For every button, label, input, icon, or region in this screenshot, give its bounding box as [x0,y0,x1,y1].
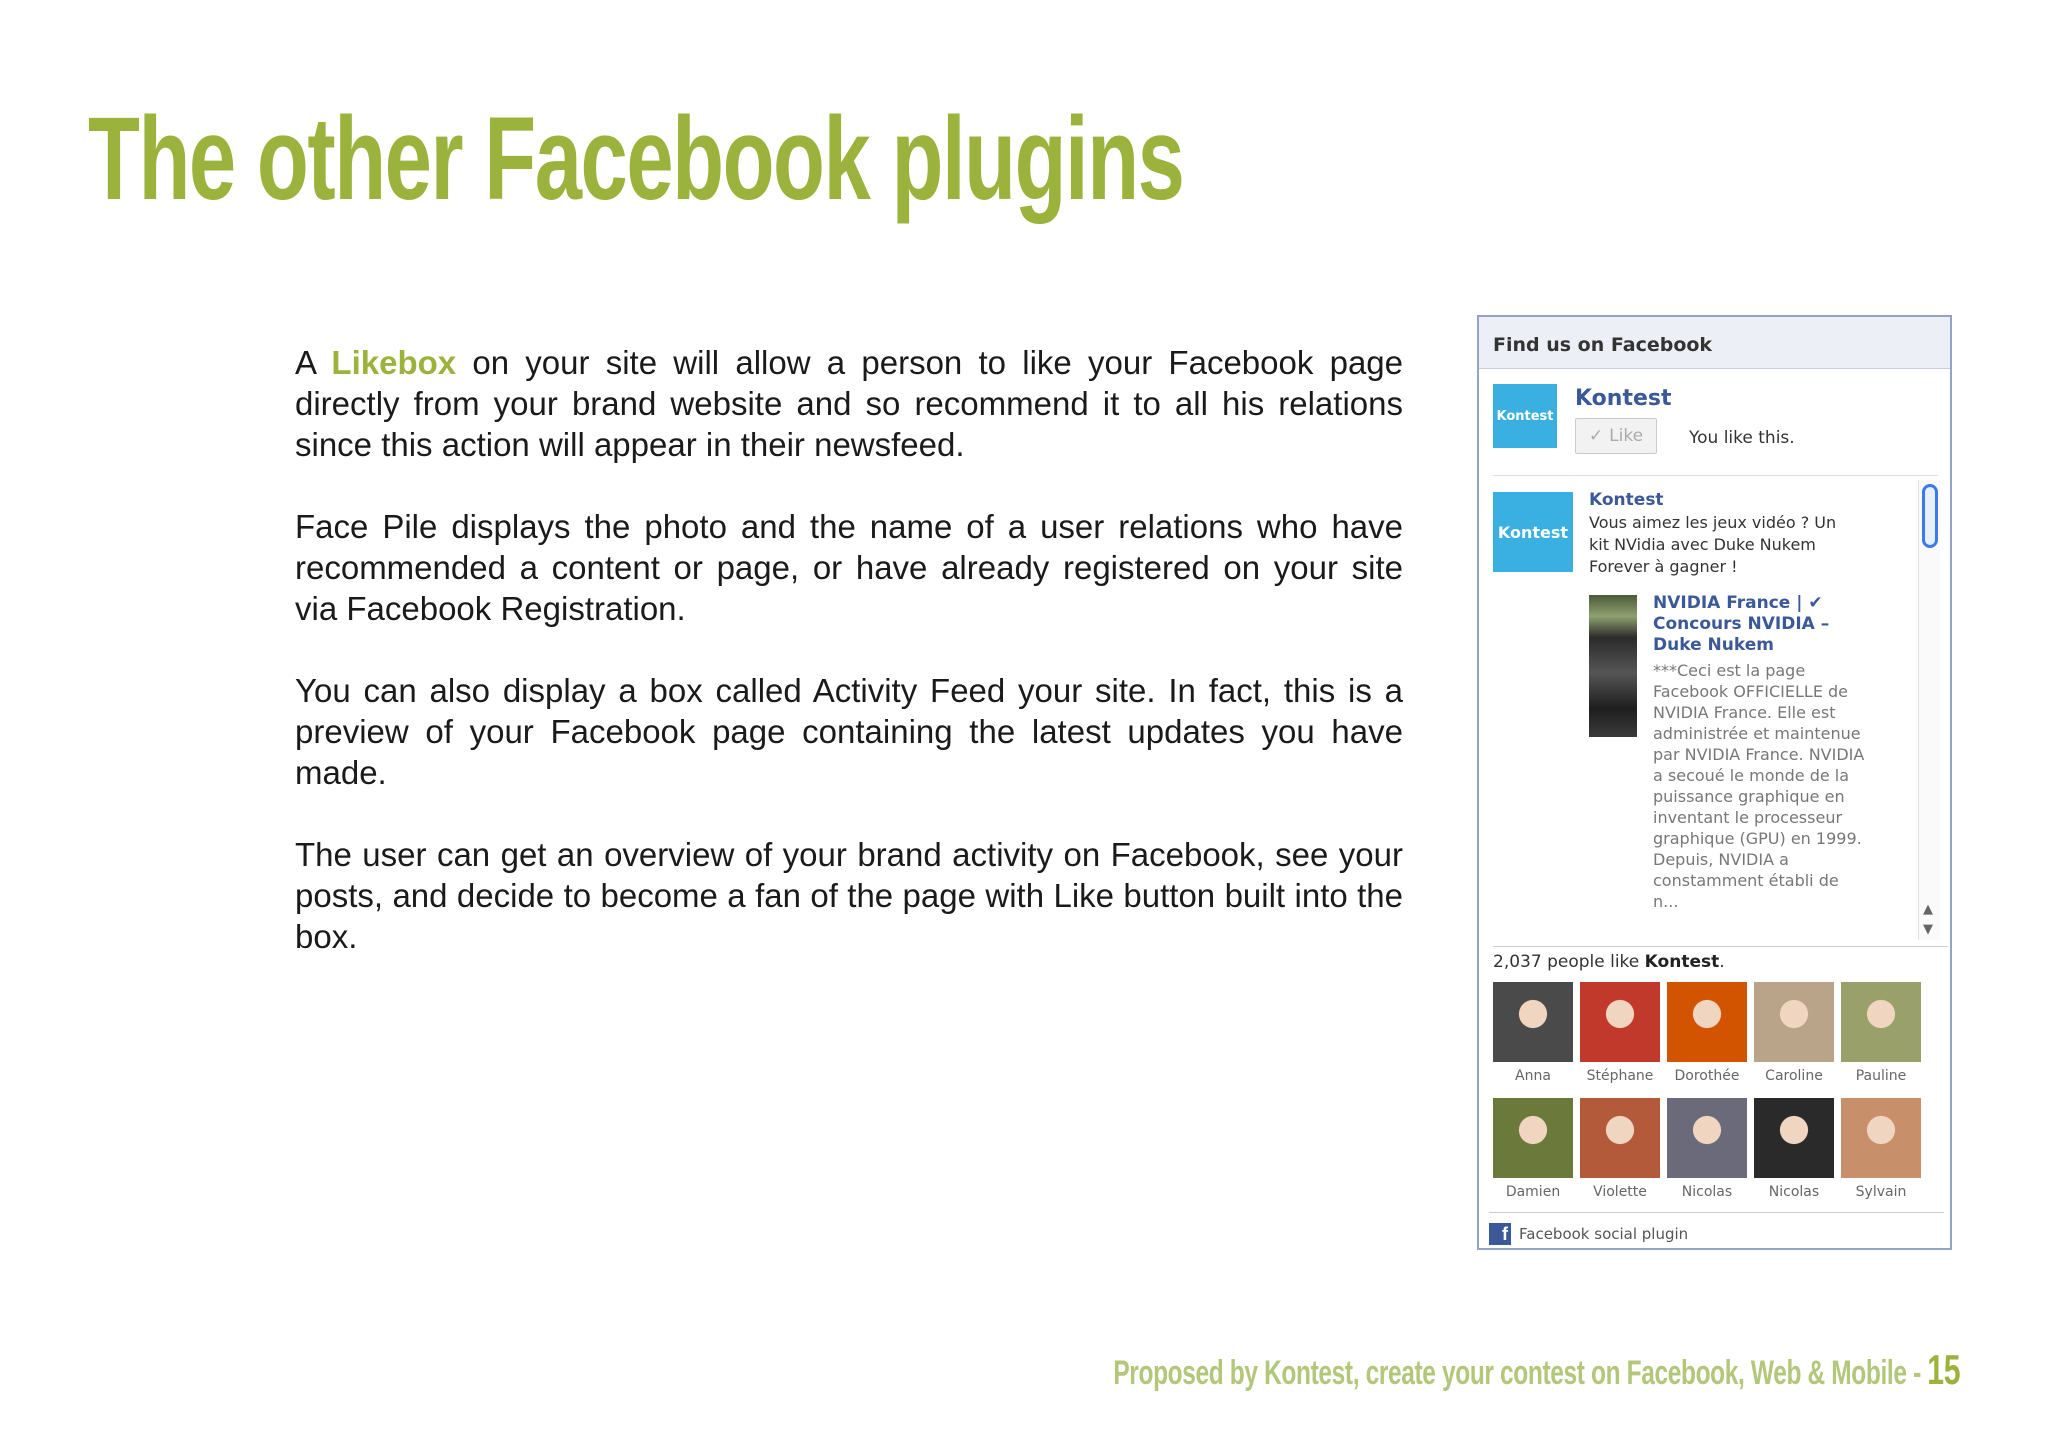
paragraph-activity-feed: You can also display a box called Activity Feed your site. In fact, this is a preview of your Facebook page containing the latest updates you have made. [295,672,1403,791]
social-plugin-link[interactable]: Facebook social plugin [1519,1225,1689,1243]
fan-photo[interactable] [1667,1098,1747,1178]
facebook-icon[interactable]: f [1489,1223,1511,1245]
fan-name[interactable]: Caroline [1765,1068,1823,1084]
scroll-down-icon[interactable]: ▼ [1923,922,1933,937]
fan-photo[interactable] [1754,982,1834,1062]
fan-photo[interactable] [1841,1098,1921,1178]
fan-photo[interactable] [1841,982,1921,1062]
fan-photo[interactable] [1580,1098,1660,1178]
fan-name[interactable]: Nicolas [1768,1184,1820,1200]
fan-name[interactable]: Anna [1515,1068,1551,1084]
fan-face[interactable] [1667,1098,1747,1200]
fan-name[interactable]: Pauline [1855,1068,1907,1084]
fan-photo[interactable] [1493,982,1573,1062]
text-fragment: A [295,344,332,381]
fan-face[interactable] [1754,982,1834,1084]
likebox-highlight: Likebox [331,344,457,381]
paragraph-likebox [295,342,1403,465]
likebox-header: Find us on Facebook [1479,317,1950,369]
footer-text: Proposed by Kontest, create your contest on Facebook, Web & Mobile - [1113,1354,1928,1392]
fan-name[interactable]: Nicolas [1681,1184,1733,1200]
fan-count-suffix: . [1719,952,1725,972]
text-fragment: on your site will allow a person to like your Facebook page directly from your brand website and so recommend it to all his relations since this action will appear in their newsfeed. [295,344,1403,463]
stream-scrollbar[interactable] [1918,480,1940,940]
fan-count [1493,952,1725,972]
post-avatar[interactable]: Kontest [1493,492,1573,572]
fan-photo[interactable] [1580,982,1660,1062]
like-button[interactable] [1575,418,1657,454]
fan-face[interactable] [1580,982,1660,1084]
likebox-footer [1489,1212,1944,1245]
fan-face[interactable] [1754,1098,1834,1200]
slide-footer [1113,1346,1960,1394]
fan-face[interactable] [1493,982,1573,1084]
fan-photo[interactable] [1667,982,1747,1062]
fan-name[interactable]: Dorothée [1674,1068,1740,1084]
scroll-up-icon[interactable]: ▲ [1923,902,1933,917]
kontest-logo[interactable]: Kontest [1493,384,1557,448]
post-author-link[interactable]: Kontest [1589,490,1664,510]
fan-face[interactable] [1841,982,1921,1084]
fan-face[interactable] [1841,1098,1921,1200]
you-like-text: You like this. [1689,428,1795,448]
attachment-thumbnail[interactable] [1589,595,1637,737]
body-text [295,342,1403,998]
fan-name[interactable]: Sylvain [1855,1184,1907,1200]
fan-face[interactable] [1493,1098,1573,1200]
likebox-page-row [1493,384,1938,476]
fan-name[interactable]: Violette [1593,1184,1647,1200]
fan-count-prefix: 2,037 people like [1493,952,1645,972]
like-button-label: Like [1609,426,1644,446]
fan-face[interactable] [1580,1098,1660,1200]
fan-count-page-link[interactable]: Kontest [1644,952,1720,972]
fan-photo[interactable] [1754,1098,1834,1178]
activity-stream[interactable] [1493,472,1948,947]
fan-name[interactable]: Stéphane [1586,1068,1654,1084]
page-number: 15 [1927,1346,1960,1393]
page-name-link[interactable]: Kontest [1575,386,1672,411]
check-icon: ✓ [1588,426,1604,446]
fan-name[interactable]: Damien [1505,1184,1561,1200]
paragraph-face-pile: Face Pile displays the photo and the name of a user relations who have recommended a content or page, or have already registered on your site via Facebook Registration. [295,508,1403,627]
facebook-likebox [1477,315,1952,1250]
attachment-description: ***Ceci est la page Facebook OFFICIELLE de NVIDIA France. Elle est administrée et maintenue par NVIDIA France. NVIDIA a secoué le monde de la puissance graphique en inventant le processeur graphique (GPU) en 1999. Depuis, NVIDIA a constamment établi de n... [1653,661,1865,911]
fan-photo[interactable] [1493,1098,1573,1178]
scrollbar-thumb[interactable] [1922,484,1938,548]
post-text: Vous aimez les jeux vidéo ? Un kit NVidia avec Duke Nukem Forever à gagner ! [1589,513,1837,576]
fan-face[interactable] [1667,982,1747,1084]
paragraph-overview: The user can get an overview of your brand activity on Facebook, see your posts, and decide to become a fan of the page with Like button built into the box. [295,836,1403,955]
attachment-title-link[interactable]: NVIDIA France | ✔ Concours NVIDIA – Duke Nukem [1653,593,1830,655]
page-title: The other Facebook plugins [88,93,1184,225]
